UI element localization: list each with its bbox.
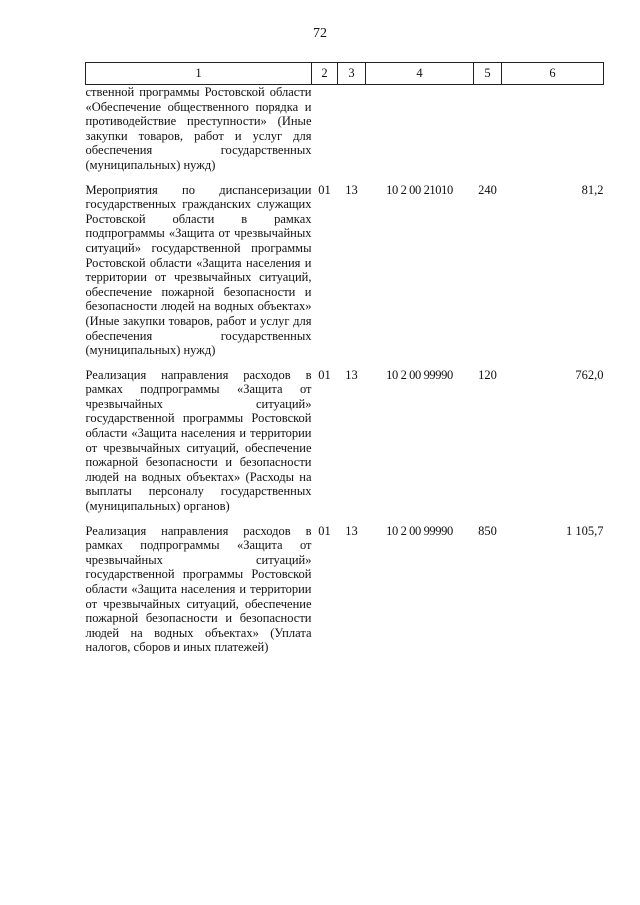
- budget-table: [85, 62, 604, 655]
- column-header-3: 3: [338, 63, 366, 85]
- row-gap: [86, 358, 604, 368]
- row-description: ственной программы Ростовской области «Обеспечение общественного порядка и противодействие преступности» (Иные закупки товаров, работ и услуг для обеспечения государственных (муниципальных) нужд): [85, 85, 312, 172]
- row-section: 01: [318, 367, 331, 382]
- row-section: [312, 85, 338, 173]
- row-amount: 1 105,7: [566, 523, 604, 538]
- column-header-1: 1: [86, 63, 312, 85]
- column-header-2: 2: [312, 63, 338, 85]
- column-header-5: 5: [474, 63, 502, 85]
- row-subsection: 13: [345, 523, 358, 538]
- row-target-code: 10 2 00 21010: [386, 182, 453, 197]
- row-section: 01: [318, 523, 331, 538]
- row-description: Реализация направления расходов в рамках подпрограммы «Защита от чрезвычайных ситуаций» государственной программы Ростовской области «Защита населения и территории от чрезвычайных ситуаций, обеспечение пожарной безопасности и безопасности людей на водных объектах» (Уплата налогов, сборов и иных платежей): [85, 523, 312, 655]
- column-header-4: 4: [366, 63, 474, 85]
- table-row: [86, 183, 604, 358]
- row-expense-type: 120: [478, 367, 497, 382]
- row-target-code: 10 2 00 99990: [386, 523, 453, 538]
- row-gap: [86, 514, 604, 524]
- row-subsection: 13: [345, 367, 358, 382]
- row-description: Мероприятия по диспансеризации государственных гражданских служащих Ростовской области в рамках подпрограммы «Защита от чрезвычайных ситуаций» государственной программы Ростовской области «Защита населения и территории от чрезвычайных ситуаций, обеспечение пожарной безопасности и безопасности людей на водных объектах» (Иные закупки товаров, работ и услуг для обеспечения государственных (муниципальных) нужд): [85, 182, 312, 358]
- table-row: [86, 85, 604, 173]
- table-row: [86, 524, 604, 655]
- row-amount: [502, 85, 604, 173]
- row-gap: [86, 173, 604, 183]
- row-description: Реализация направления расходов в рамках подпрограммы «Защита от чрезвычайных ситуаций» государственной программы Ростовской области «Защита населения и территории от чрезвычайных ситуаций, обеспечение пожарной безопасности и безопасности людей на водных объектах» (Расходы на выплаты персоналу государственных (муниципальных) органов): [85, 367, 312, 514]
- row-expense-type: 850: [478, 523, 497, 538]
- row-amount: 762,0: [575, 367, 604, 382]
- row-target-code: 10 2 00 99990: [386, 367, 453, 382]
- row-expense-type: 240: [478, 182, 497, 197]
- row-section: 01: [318, 182, 331, 197]
- table-row: [86, 368, 604, 514]
- column-header-6: 6: [502, 63, 604, 85]
- table-header-row: [86, 63, 604, 85]
- page-number: 72: [313, 26, 327, 41]
- row-target-code: [366, 85, 474, 173]
- row-amount: 81,2: [581, 182, 604, 197]
- row-expense-type: [474, 85, 502, 173]
- row-subsection: [338, 85, 366, 173]
- row-subsection: 13: [345, 182, 358, 197]
